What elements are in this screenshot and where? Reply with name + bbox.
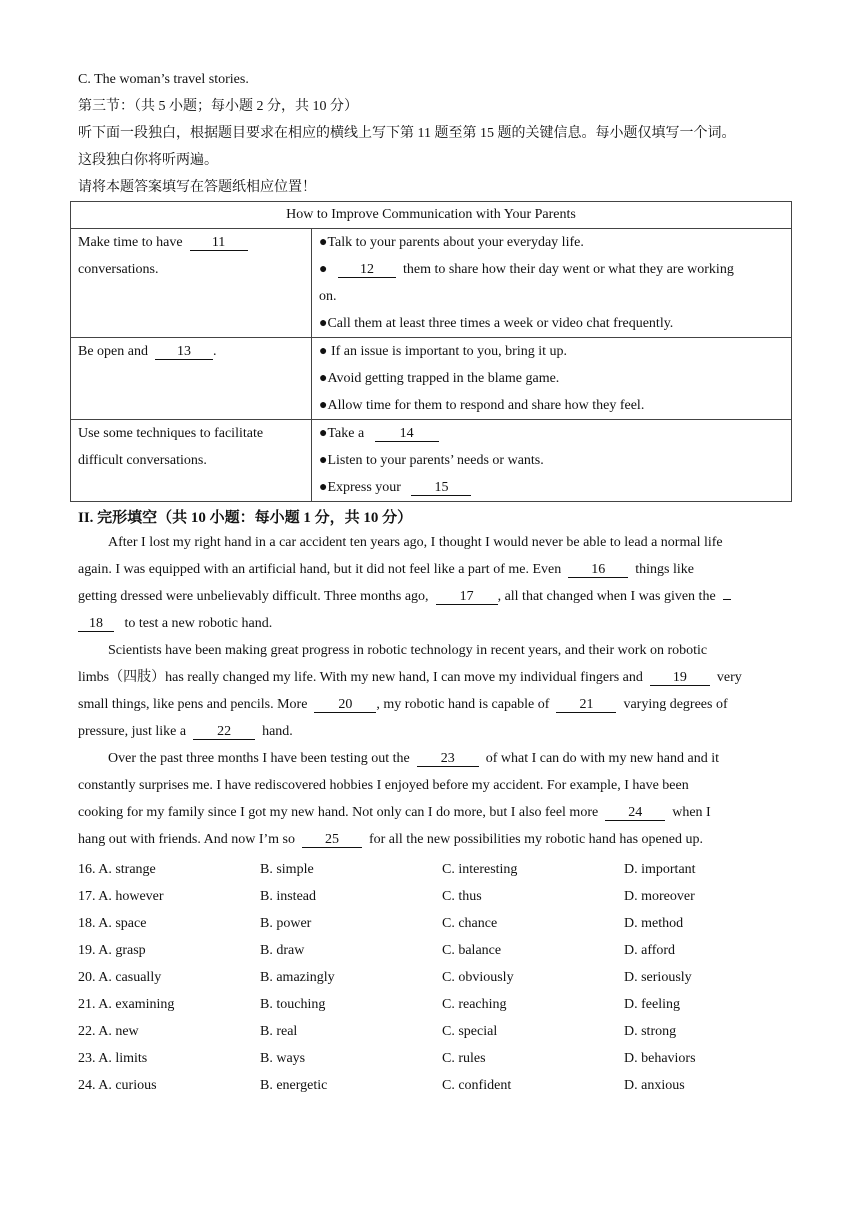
passage-text: Over the past three months I have been testing out the (108, 751, 410, 766)
option-d: D. behaviors (624, 1051, 696, 1066)
cloze-passage (78, 529, 784, 853)
section3-instruction: 听下面一段独白，根据题目要求在相应的横线上写下第 11 题至第 15 题的关键信息。每小题仅填写一个词。 (78, 126, 736, 141)
bullet-item: ●Listen to your parents’ needs or wants. (319, 453, 544, 468)
passage-line (78, 664, 784, 691)
passage-line (78, 583, 784, 610)
option-row (78, 883, 798, 910)
option-a: 17. A. however (78, 889, 164, 904)
option-b: B. real (260, 1024, 298, 1039)
option-b: B. touching (260, 997, 326, 1012)
bullet-item: ● If an issue is important to you, bring it up. (319, 344, 567, 359)
option-row (78, 937, 798, 964)
option-d: D. moreover (624, 889, 695, 904)
blank-25: 25 (302, 832, 362, 848)
bullet-item-cont: on. (319, 289, 337, 304)
option-c: C. chance (442, 916, 498, 931)
topic-text: Use some techniques to facilitate (78, 426, 264, 441)
option-d: D. important (624, 862, 696, 877)
passage-line (78, 691, 784, 718)
option-d: D. anxious (624, 1078, 685, 1093)
section3-title: 第三节：（共 5 小题；每小题 2 分，共 10 分） (78, 99, 358, 114)
option-a: 21. A. examining (78, 997, 175, 1012)
passage-line (78, 826, 784, 853)
option-a: 24. A. curious (78, 1078, 157, 1093)
period: . (212, 344, 217, 359)
table-title: How to Improve Communication with Your Parents (71, 202, 792, 229)
option-c: C. obviously (442, 970, 514, 985)
passage-text: for all the new possibilities my robotic hand has opened up. (368, 832, 703, 847)
option-b: B. ways (260, 1051, 306, 1066)
passage-text: hand. (262, 724, 293, 739)
bullet-item: ●Express your (319, 480, 401, 495)
table-cell-details (312, 338, 792, 420)
table-cell-details (312, 229, 792, 338)
blank-13: 13 (155, 344, 213, 360)
option-a: 20. A. casually (78, 970, 162, 985)
passage-line (78, 556, 784, 583)
passage-text: very (716, 670, 742, 685)
blank-16: 16 (568, 562, 628, 578)
blank-20: 20 (314, 697, 376, 713)
passage-text: , all that changed when I was given the (497, 589, 716, 604)
option-b: B. amazingly (260, 970, 335, 985)
option-c: C. reaching (442, 997, 507, 1012)
option-d: D. seriously (624, 970, 692, 985)
option-a: 22. A. new (78, 1024, 139, 1039)
bullet-item: ●Take a (319, 426, 365, 441)
bullet-item: ●Call them at least three times a week or video chat frequently. (319, 316, 674, 331)
passage-line: Scientists have been making great progress in robotic technology in recent years, and their work on robotic (108, 643, 708, 658)
option-row (78, 856, 798, 883)
section3-instruction-listen-twice: 这段独白你将听两遍。 (78, 153, 218, 168)
topic-text: Make time to have (78, 235, 183, 250)
blank-11: 11 (190, 235, 248, 251)
blank-14: 14 (375, 426, 439, 442)
passage-text: to test a new robotic hand. (124, 616, 273, 631)
bullet-item: ●Allow time for them to respond and share how they feel. (319, 398, 645, 413)
blank-24: 24 (605, 805, 665, 821)
option-c: C. rules (442, 1051, 486, 1066)
passage-line (78, 745, 784, 772)
passage-text: pressure, just like a (78, 724, 187, 739)
blank-18: 18 (78, 616, 114, 632)
option-d: D. strong (624, 1024, 677, 1039)
bullet-item: ●Avoid getting trapped in the blame game. (319, 371, 560, 386)
bullet-item: them to share how their day went or what they are working (402, 262, 734, 277)
option-c: C. special (442, 1024, 498, 1039)
passage-text: getting dressed were unbelievably difficult. Three months ago, (78, 589, 429, 604)
option-row (78, 1018, 798, 1045)
passage-text: things like (635, 562, 694, 577)
table-row (71, 338, 792, 420)
option-row (78, 1045, 798, 1072)
option-row (78, 964, 798, 991)
table-row (71, 229, 792, 338)
bullet-dot: ● (319, 262, 328, 277)
answer-sheet-instruction: 请将本题答案填写在答题纸相应位置！ (78, 180, 316, 195)
passage-text: again. I was equipped with an artificial hand, but it did not feel like a part of me. Even (78, 562, 562, 577)
passage-text: limbs（四肢）has really changed my life. With my new hand, I can move my individual fingers and (78, 670, 643, 685)
topic-text: Be open and (78, 344, 148, 359)
option-d: D. method (624, 916, 684, 931)
previous-option-c: C. The woman’s travel stories. (78, 72, 249, 87)
passage-text: varying degrees of (623, 697, 728, 712)
passage-line: constantly surprises me. I have rediscovered hobbies I enjoyed before my accident. For example, I have been (78, 778, 689, 793)
blank-12: 12 (338, 262, 396, 278)
passage-line: After I lost my right hand in a car accident ten years ago, I thought I would never be able to lead a normal life (108, 535, 723, 550)
option-d: D. afford (624, 943, 676, 958)
option-c: C. balance (442, 943, 502, 958)
topic-text-cont: conversations. (78, 262, 159, 277)
table-cell-topic (71, 338, 312, 420)
option-a: 19. A. grasp (78, 943, 146, 958)
blank-21: 21 (556, 697, 616, 713)
table-row (71, 420, 792, 502)
section2-title: II. 完形填空（共 10 小题：每小题 1 分，共 10 分） (78, 510, 413, 526)
blank-19: 19 (650, 670, 710, 686)
passage-text: small things, like pens and pencils. More (78, 697, 308, 712)
table-cell-topic (71, 229, 312, 338)
answer-options (78, 856, 798, 1099)
option-a: 23. A. limits (78, 1051, 148, 1066)
option-row (78, 1072, 798, 1099)
option-b: B. draw (260, 943, 305, 958)
passage-text: cooking for my family since I got my new hand. Not only can I do more, but I also feel more (78, 805, 599, 820)
option-c: C. thus (442, 889, 482, 904)
listening-notes-table (70, 201, 792, 502)
passage-text: of what I can do with my new hand and it (485, 751, 719, 766)
passage-line (78, 799, 784, 826)
option-row (78, 910, 798, 937)
blank-17: 17 (436, 589, 498, 605)
option-a: 18. A. space (78, 916, 147, 931)
passage-line (78, 718, 784, 745)
option-b: B. power (260, 916, 312, 931)
blank-23: 23 (417, 751, 479, 767)
option-c: C. confident (442, 1078, 512, 1093)
option-d: D. feeling (624, 997, 680, 1012)
blank-18-start (723, 599, 731, 600)
blank-22: 22 (193, 724, 255, 740)
option-b: B. energetic (260, 1078, 328, 1093)
passage-line (78, 610, 784, 637)
option-row (78, 991, 798, 1018)
passage-text: , my robotic hand is capable of (376, 697, 550, 712)
option-c: C. interesting (442, 862, 518, 877)
table-cell-topic (71, 420, 312, 502)
option-b: B. instead (260, 889, 316, 904)
passage-text: hang out with friends. And now I’m so (78, 832, 295, 847)
option-a: 16. A. strange (78, 862, 156, 877)
option-b: B. simple (260, 862, 314, 877)
blank-15: 15 (411, 480, 471, 496)
table-cell-details (312, 420, 792, 502)
passage-text: when I (672, 805, 711, 820)
bullet-item: ●Talk to your parents about your everyday life. (319, 235, 584, 250)
topic-text-cont: difficult conversations. (78, 453, 207, 468)
